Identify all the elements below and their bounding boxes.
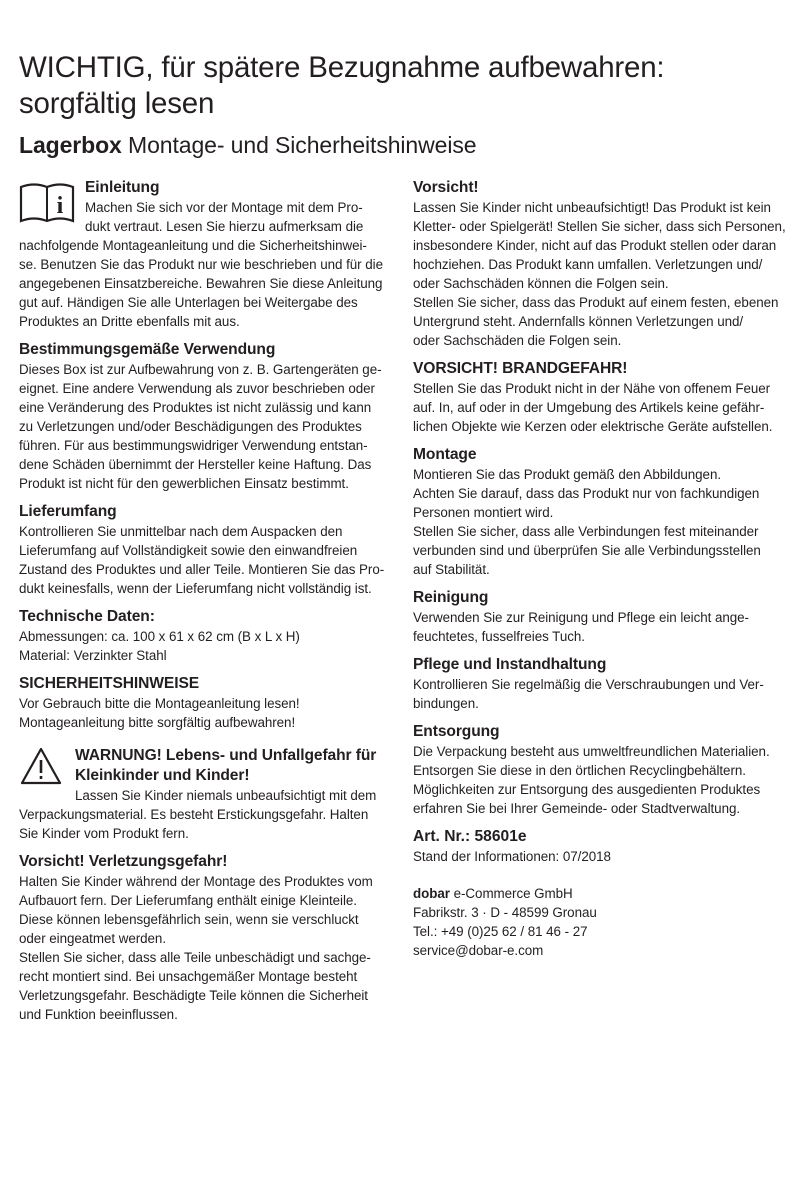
tech-dimensions: Abmessungen: ca. 100 x 61 x 62 cm (B x L x H) (19, 629, 300, 644)
section-caution (413, 178, 789, 350)
intro-line: Machen Sie sich vor der Montage mit dem Pro- (85, 200, 363, 215)
section-warning (19, 746, 397, 843)
care-line: Kontrollieren Sie regelmäßig die Verschraubungen und Ver- (413, 677, 764, 692)
page-title (19, 50, 784, 122)
usage-line: zu Verletzungen und/oder Beschädigungen des Produktes (19, 419, 362, 434)
section-usage (19, 340, 397, 493)
intro-text (19, 198, 397, 331)
warning-heading (19, 746, 397, 786)
safety-text (19, 694, 397, 732)
intro-line: se. Benutzen Sie das Produkt nur wie beschrieben und für die (19, 257, 383, 272)
section-delivery (19, 502, 397, 598)
cleaning-heading: Reinigung (413, 589, 489, 606)
injury-line: Stellen Sie sicher, dass alle Teile unbeschädigt und sachge- (19, 950, 371, 965)
delivery-heading: Lieferumfang (19, 503, 117, 520)
delivery-line: Zustand des Produktes und aller Teile. Montieren Sie das Pro- (19, 562, 385, 577)
injury-line: Verletzungsgefahr. Beschädigte Teile können die Sicherheit (19, 988, 368, 1003)
info-book-icon (19, 181, 75, 230)
safety-line: Montageanleitung bitte sorgfältig aufbewahren! (19, 715, 296, 730)
caution-line: Lassen Sie Kinder nicht unbeaufsichtigt! Das Produkt ist kein (413, 200, 771, 215)
disposal-line: Die Verpackung besteht aus umweltfreundlichen Materialien. (413, 744, 770, 759)
delivery-line: dukt keinesfalls, wenn der Lieferumfang nicht vollständig ist. (19, 581, 372, 596)
intro-line: Produktes an Dritte ebenfalls mit aus. (19, 314, 240, 329)
care-text (413, 675, 789, 713)
subtitle-text: Montage- und Sicherheitshinweise (121, 132, 477, 158)
disposal-line: Entsorgen Sie diese in den örtlichen Recyclingbehältern. (413, 763, 746, 778)
disposal-text (413, 742, 789, 818)
disposal-line: Möglichkeiten zur Entsorgung des ausgedienten Produktes (413, 782, 761, 797)
care-line: bindungen. (413, 696, 479, 711)
section-disposal (413, 722, 789, 818)
usage-line: dene Schäden übernimmt der Hersteller keine Haftung. Das (19, 457, 372, 472)
caution-line: Stellen Sie sicher, dass das Produkt auf einem festen, ebenen (413, 295, 779, 310)
caution-text (413, 198, 789, 350)
caution-line: hochziehen. Das Produkt kann umfallen. Verletzungen und/ (413, 257, 763, 272)
fire-line: Stellen Sie das Produkt nicht in der Nähe von offenem Feuer (413, 381, 771, 396)
assembly-line: Personen montiert wird. (413, 505, 554, 520)
right-column (413, 178, 789, 960)
assembly-line: verbunden sind und überprüfen Sie alle Verbindungsstellen (413, 543, 761, 558)
section-safety (19, 674, 397, 732)
usage-line: Dieses Box ist zur Aufbewahrung von z. B. Gartengeräten ge- (19, 362, 382, 377)
caution-line: Untergrund steht. Andernfalls können Verletzungen und/ (413, 314, 744, 329)
safety-heading: SICHERHEITSHINWEISE (19, 675, 200, 692)
fire-text (413, 379, 789, 436)
fire-line: lichen Objekte wie Kerzen oder elektrische Geräte aufstellen. (413, 419, 773, 434)
usage-line: eignet. Eine andere Verwendung als zuvor beschrieben oder (19, 381, 375, 396)
usage-text (19, 360, 397, 493)
care-heading: Pflege und Instandhaltung (413, 656, 607, 673)
warning-triangle-icon (19, 746, 63, 791)
warning-text (19, 786, 397, 843)
cleaning-line: Verwenden Sie zur Reinigung und Pflege ein leicht ange- (413, 610, 749, 625)
assembly-line: Stellen Sie sicher, dass alle Verbindungen fest miteinander (413, 524, 759, 539)
cleaning-text (413, 608, 789, 646)
tech-heading: Technische Daten: (19, 608, 155, 625)
section-tech-data (19, 607, 397, 665)
company-name (413, 886, 573, 901)
usage-heading: Bestimmungsgemäße Verwendung (19, 341, 276, 358)
usage-line: Produkt ist nicht für den gewerblichen Einsatz bestimmt. (19, 476, 349, 491)
caution-line: oder Sachschäden die Folgen sein. (413, 333, 622, 348)
injury-line: Diese können lebensgefährlich sein, wenn sie verschluckt (19, 912, 359, 927)
assembly-line: Achten Sie darauf, dass das Produkt nur von fachkundigen (413, 486, 760, 501)
caution-line: oder Sachschäden können die Folgen sein. (413, 276, 669, 291)
section-injury (19, 852, 397, 1024)
company-phone: Tel.: +49 (0)25 62 / 81 46 - 27 (413, 924, 588, 939)
tech-text (19, 627, 397, 665)
assembly-text (413, 465, 789, 579)
product-name: Lagerbox (19, 132, 122, 158)
usage-line: führen. Für aus bestimmungswidriger Verwendung entstan- (19, 438, 368, 453)
intro-line: angegebenen Einsatzbereiche. Bewahren Sie diese Anleitung (19, 276, 383, 291)
injury-line: recht montiert sind. Bei unsachgemäßer Montage besteht (19, 969, 358, 984)
title-line-1: WICHTIG, für spätere Bezugnahme aufbewahren: (19, 51, 665, 84)
assembly-line: auf Stabilität. (413, 562, 490, 577)
usage-line: eine Veränderung des Produktes ist nicht zulässig und kann (19, 400, 372, 415)
intro-line: dukt vertraut. Lesen Sie hierzu aufmerksam die (85, 219, 364, 234)
left-column (19, 178, 397, 1033)
section-assembly (413, 445, 789, 579)
disposal-line: erfahren Sie bei Ihrer Gemeinde- oder Stadtverwaltung. (413, 801, 741, 816)
intro-line: nachfolgende Montageanleitung und die Sicherheitshinwei- (19, 238, 367, 253)
info-date: Stand der Informationen: 07/2018 (413, 849, 611, 864)
tech-material: Material: Verzinkter Stahl (19, 648, 167, 663)
company-address: Fabrikstr. 3 · D - 48599 Gronau (413, 905, 597, 920)
company-name-rest: e-Commerce GmbH (449, 886, 573, 901)
company-contact (413, 884, 789, 960)
cleaning-line: feuchtetes, fusselfreies Tuch. (413, 629, 585, 644)
fire-heading: VORSICHT! BRANDGEFAHR! (413, 360, 628, 377)
intro-heading: Einleitung (85, 179, 160, 196)
injury-line: oder eingeatmet werden. (19, 931, 166, 946)
fire-line: auf. In, auf oder in der Umgebung des Artikels keine gefähr- (413, 400, 765, 415)
warning-line: Lassen Sie Kinder niemals unbeaufsichtigt mit dem (75, 788, 377, 803)
section-fire (413, 359, 789, 436)
company-brand: dobar (413, 886, 450, 901)
caution-heading: Vorsicht! (413, 179, 479, 196)
caution-line: Kletter- oder Spielgerät! Stellen Sie sicher, dass sich Personen, (413, 219, 786, 234)
injury-text (19, 872, 397, 1024)
section-intro (19, 178, 397, 331)
delivery-line: Kontrollieren Sie unmittelbar nach dem Auspacken den (19, 524, 343, 539)
assembly-line: Montieren Sie das Produkt gemäß den Abbildungen. (413, 467, 722, 482)
warning-line: Verpackungsmaterial. Es besteht Erstickungsgefahr. Halten (19, 807, 369, 822)
company-email[interactable]: service@dobar-e.com (413, 943, 544, 958)
intro-line: gut auf. Händigen Sie alle Unterlagen bei Weitergabe des (19, 295, 358, 310)
delivery-line: Lieferumfang auf Vollständigkeit sowie den einwandfreien (19, 543, 358, 558)
injury-heading: Vorsicht! Verletzungsgefahr! (19, 853, 228, 870)
injury-line: und Funktion beeinflussen. (19, 1007, 178, 1022)
delivery-text (19, 522, 397, 598)
section-care (413, 655, 789, 713)
page-subtitle (19, 130, 784, 160)
injury-line: Halten Sie Kinder während der Montage des Produktes vom (19, 874, 373, 889)
section-cleaning (413, 588, 789, 646)
caution-line: insbesondere Kinder, nicht auf das Produkt stellen oder daran (413, 238, 777, 253)
safety-line: Vor Gebrauch bitte die Montageanleitung lesen! (19, 696, 300, 711)
disposal-heading: Entsorgung (413, 723, 500, 740)
assembly-heading: Montage (413, 446, 477, 463)
article-number: Art. Nr.: 58601e (413, 828, 527, 845)
svg-text:i: i (56, 193, 64, 219)
injury-line: Aufbauort fern. Der Lieferumfang enthält einige Kleinteile. (19, 893, 357, 908)
warning-heading-line-2: Kleinkinder und Kinder! (75, 767, 250, 784)
title-line-2: sorgfältig lesen (19, 87, 215, 120)
warning-heading-line-1: WARNUNG! Lebens- und Unfallgefahr für (75, 747, 377, 764)
section-article (413, 827, 789, 866)
warning-line: Sie Kinder vom Produkt fern. (19, 826, 189, 841)
